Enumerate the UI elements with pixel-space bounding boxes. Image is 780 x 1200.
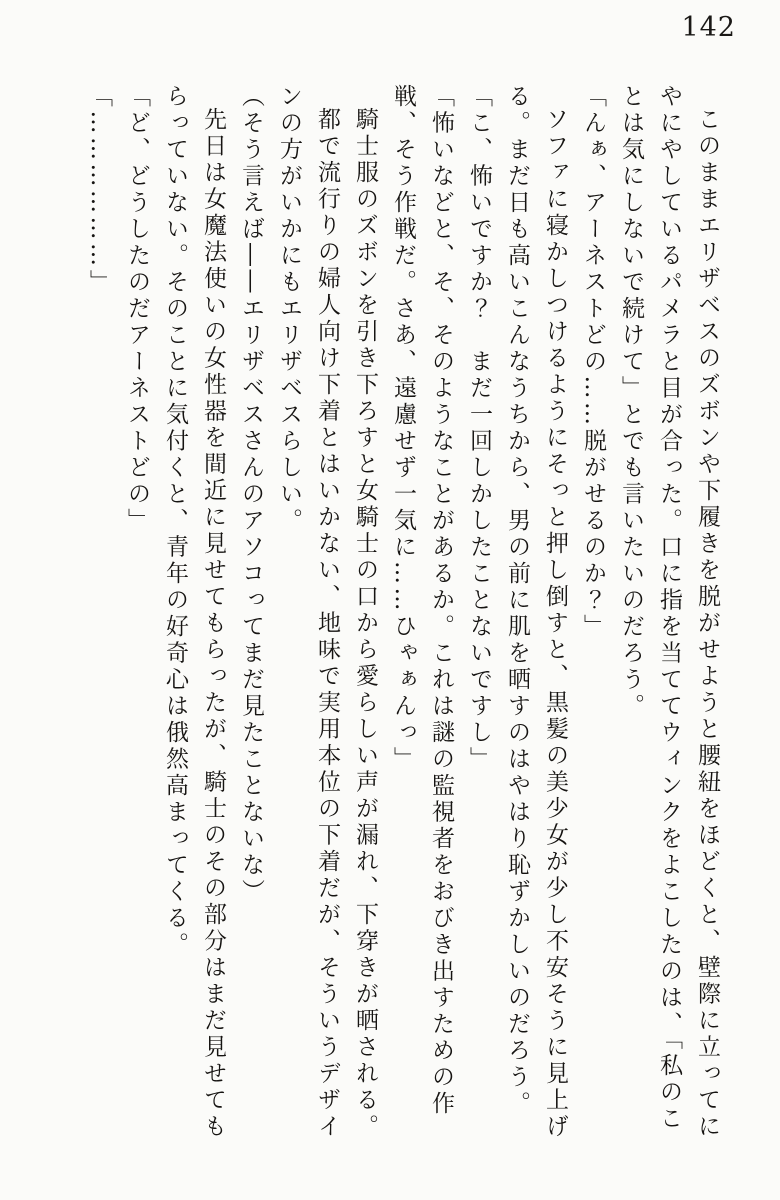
- paragraph-narration-3: 騎士服のズボンを引き下ろすと女騎士の口から愛らしい声が漏れ、下穿きが晒される。: [352, 107, 378, 1141]
- vertical-text-block: [76, 84, 726, 1152]
- paragraph-dialogue-3: 「怖いなどと、そ、そのようなことがあるか。これは謎の監視者をおびき出すための作戦、そう作戦だ。さあ、遠慮せず一気に……ひゃぁんっ」: [390, 84, 454, 1118]
- paragraph-dialogue-1: 「んぁ、アーネストどの……脱がせるのか？」: [580, 84, 606, 641]
- paragraph-dialogue-2: 「こ、怖いですか？ まだ一回しかしたことないですし」: [466, 84, 492, 773]
- paragraph-narration-4: 都で流行りの婦人向け下着とはいかない、地味で実用本位の下着だが、そういうデザインの方がいかにもエリザベスらしい。: [276, 84, 340, 1141]
- paragraph-thought-1: （そう言えば――エリザベスさんのアソコってまだ見たことないな）: [238, 84, 264, 906]
- paragraph-narration-5: 先日は女魔法使いの女性器を間近に見せてもらったが、騎士のその部分はまだ見せてもらっていない。そのことに気付くと、青年の好奇心は俄然高まってくる。: [162, 84, 226, 1141]
- page-number: 142: [681, 12, 736, 43]
- paragraph-dialogue-5: 「………………」: [86, 84, 112, 296]
- paragraph-dialogue-4: 「ど、どうしたのだアーネストどの」: [124, 84, 150, 535]
- paragraph-narration-2: ソファに寝かしつけるようにそっと押し倒すと、黒髪の美少女が少し不安そうに見上げる。まだ日も高いこんなうちから、男の前に肌を晒すのはやはり恥ずかしいのだろう。: [504, 84, 568, 1141]
- paragraph-narration-1: このままエリザベスのズボンや下履きを脱がせようと腰紐をほどくと、壁際に立ってにやにやしているパメラと目が合った。口に指を当ててウィンクをよこしたのは、「私のことは気にしないで続けて」とでも言いたいのだろう。: [618, 84, 720, 1141]
